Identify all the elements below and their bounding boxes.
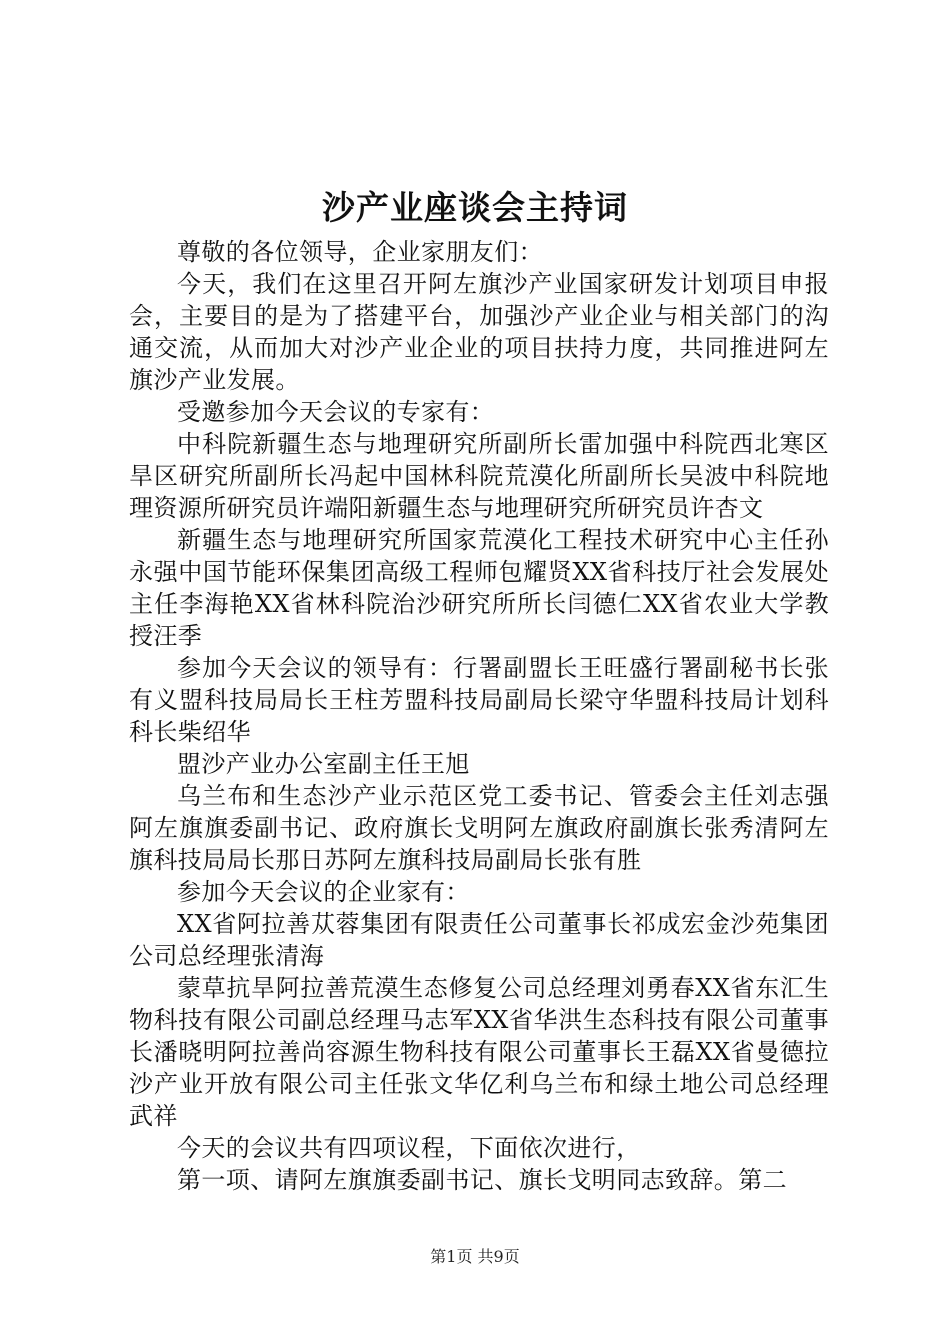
paragraph-experts-list-2: 新疆生态与地理研究所国家荒漠化工程技术研究中心主任孙永强中国节能环保集团高级工程师包耀贤XX省科技厅社会发展处主任李海艳XX省林科院治沙研究所所长闫德仁XX省农业大学教授汪季 bbox=[129, 526, 829, 650]
paragraph-purpose: 今天，我们在这里召开阿左旗沙产业国家研发计划项目申报会，主要目的是为了搭建平台，加强沙产业企业与相关部门的沟通交流，从而加大对沙产业企业的项目扶持力度，共同推进阿左旗沙产业发展。 bbox=[129, 270, 829, 394]
paragraph-agenda-intro: 今天的会议共有四项议程，下面依次进行， bbox=[177, 1134, 641, 1162]
paragraph-greeting: 尊敬的各位领导，企业家朋友们： bbox=[177, 238, 543, 266]
paragraph-entrepreneurs-intro: 参加今天会议的企业家有： bbox=[177, 878, 470, 906]
paragraph-entrepreneurs-list-1: XX省阿拉善苁蓉集团有限责任公司董事长祁成宏金沙苑集团公司总经理张清海 bbox=[129, 910, 829, 970]
paragraph-local-leaders: 乌兰布和生态沙产业示范区党工委书记、管委会主任刘志强阿左旗旗委副书记、政府旗长戈明阿左旗政府副旗长张秀清阿左旗科技局局长那日苏阿左旗科技局副局长张有胜 bbox=[129, 782, 829, 874]
document-body bbox=[129, 236, 829, 1196]
document-title: 沙产业座谈会主持词 bbox=[322, 188, 628, 227]
page-number-footer: 第1页 共9页 bbox=[430, 1247, 520, 1266]
paragraph-experts-intro: 受邀参加今天会议的专家有： bbox=[177, 398, 495, 426]
paragraph-agenda-first: 第一项、请阿左旗旗委副书记、旗长戈明同志致辞。第二 bbox=[177, 1166, 787, 1194]
paragraph-leaders-list: 参加今天会议的领导有：行署副盟长王旺盛行署副秘书长张有义盟科技局局长王柱芳盟科技局副局长梁守华盟科技局计划科科长柴绍华 bbox=[129, 654, 829, 746]
paragraph-entrepreneurs-list-2: 蒙草抗旱阿拉善荒漠生态修复公司总经理刘勇春XX省东汇生物科技有限公司副总经理马志军XX省华洪生态科技有限公司董事长潘晓明阿拉善尚容源生物科技有限公司董事长王磊XX省曼德拉沙产业开放有限公司主任张文华亿利乌兰布和绿土地公司总经理武祥 bbox=[129, 974, 829, 1130]
paragraph-leaders-extra: 盟沙产业办公室副主任王旭 bbox=[177, 750, 470, 778]
paragraph-experts-list-1: 中科院新疆生态与地理研究所副所长雷加强中科院西北寒区旱区研究所副所长冯起中国林科院荒漠化所副所长吴波中科院地理资源所研究员许端阳新疆生态与地理研究所研究员许杏文 bbox=[129, 430, 829, 522]
